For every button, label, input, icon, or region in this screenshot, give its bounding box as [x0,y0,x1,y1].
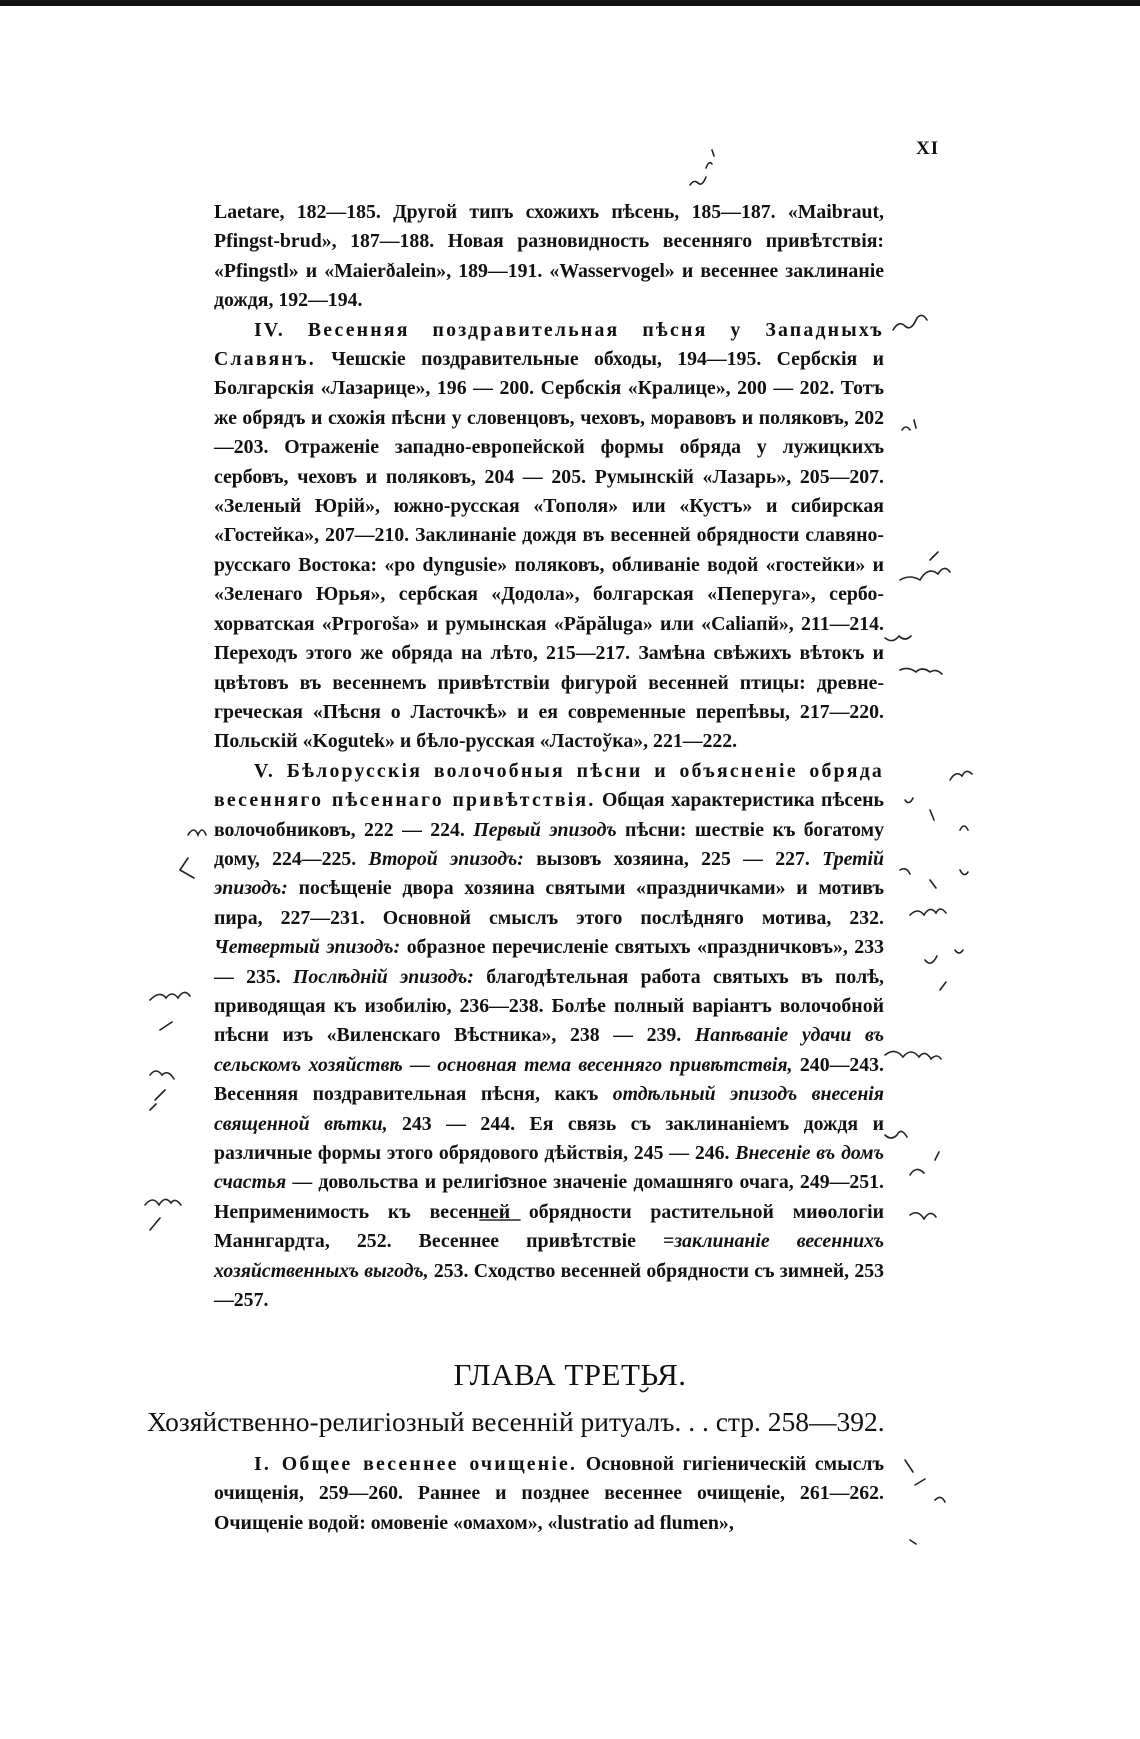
section-v-text-6: благодѣтельная работа святыхъ въ полѣ, приводящая къ изобилію, 236—238. Болѣе полный варіантъ волочобной пѣсни изъ «Виленскаго Вѣстника», 238 — 239. [214,965,884,1047]
section-v [214,757,884,1316]
toc-column [214,198,884,1315]
section-i [214,1450,884,1538]
page-number: XI [916,138,940,159]
section-v-text-3: вызовъ хозяина, 225 — 227. [536,847,810,870]
scribble-mark [900,668,942,674]
section-continuation: Laetare, 182—185. Другой типъ схожихъ пѣсень, 185—187. «Maibraut, Pfingst-brud», 187—188. Новая разновидность весенняго привѣтствія: «Pfingstl» и «Maierðalein», 189—191. «Wasservogel» и весеннее заклинаніе дождя, 192—194. [214,201,884,312]
scribble-mark [905,798,968,830]
scribble-mark [910,1497,945,1544]
scribble-mark [900,552,950,580]
section-v-episode-4: Четвертый эпизодъ: [214,936,401,959]
section-v-text-2: пѣсни: шествіе къ богатому дому, 224—225. [214,818,885,870]
scribble-mark [885,636,911,641]
scribble-mark [910,1213,936,1219]
section-v-text-4: посѣщеніе двора хозяина святыми «праздничками» и мотивъ пира, 227—231. Основной смыслъ этого послѣдняго мотива, 232. [214,877,884,929]
section-v-episode-1: Первый эпизодъ [473,818,617,841]
scribble-mark [910,909,946,915]
section-v-episode-2: Второй эпизодъ: [368,847,524,870]
scribble-mark [145,1199,181,1230]
scribble-mark [905,1460,925,1485]
section-v-text-7: 240—243. Весенняя поздравительная пѣсня, какъ [214,1053,884,1106]
section-v-italic-3: Внесеніе въ домъ счастья [214,1142,884,1194]
scribble-mark [925,950,963,990]
scribble-mark [902,420,916,430]
section-v-text-1: Общая характеристика пѣсень волочобниковъ, 222 — 224. [214,789,884,841]
section-v-italic-4: заклинаніе весеннихъ хозяйственныхъ выгодъ, [214,1230,884,1282]
top-rule [0,0,1140,6]
section-v-episode-3: Третій эпизодъ: [214,847,885,900]
section-v-italic-1: Напѣваніе удачи въ сельскомъ хозяйствѣ — основная тема весенняго привѣтствія, [214,1024,885,1076]
scribble-mark [885,1051,941,1059]
section-v-text-5: образное перечисленіе святыхъ «праздничковъ», 233 — 235. [214,936,884,988]
section-i-text: Основной гигіеническій смыслъ очищенія, 259—260. Раннее и позднее весеннее очищеніе, 261—262. Очищеніе водой: омовеніе «омахом», «lustratio ad flumen», [214,1453,884,1534]
section-iv [214,316,884,757]
scribble-mark [900,869,968,888]
scribble-mark [690,150,714,185]
scribble-mark [150,992,190,1030]
scribble-mark [950,771,972,780]
chapter-title: ГЛАВА ТРЕТЬЯ. [453,1357,687,1392]
section-v-text-8: 243 — 244. Ея связь съ заклинаніемъ дождя и различные формы этого обрядового дѣйствія, 245 — 246. [214,1112,884,1164]
scribble-mark [910,1152,939,1175]
section-v-title: V. Бѣлорусскія волочобныя пѣсни и объясненіе обряда весенняго пѣсеннаго привѣтствія. [214,759,884,812]
section-iv-text: Чешскіе поздравительные обходы, 194—195. Сербскія и Болгарскія «Лазарице», 196 — 200. Сербскія «Кралице», 200 — 202. Тотъ же обрядъ и схожія пѣсни у словенцовъ, чеховъ, моравовъ и поляковъ, 202—203. Отраженіе западно-европейской формы обряда у лужицкихъ сербовъ, чеховъ и поляковъ, 204 — 205. Румынскій «Лазарь», 205—207. «Зеленый Юрій», южно-русская «Тополя» или «Кустъ» и сибирская «Гостейка», 207—210. Заклинаніе дождя въ весенней обрядности славяно-русскаго Востока: «po dyngusie» поляковъ, обливаніе водой «гостейки» и «Зеленаго Юрья», сербская «Додола», болгарская «Пеперуга», сербо-хорватская «Ргрогоša» и румынская «Păpăluga» или «Caliaпй», 211—214. Переходъ этого же обряда на лѣто, 215—217. Замѣна свѣжихъ вѣтокъ и цвѣтовъ въ весеннемъ привѣтствіи фигурой весенней птицы: древне-греческая «Пѣсня о Ласточкѣ» и ея современные перепѣвы, 217—220. Польскій «Kogutek» и бѣло-русская «Ластоўка», 221—222. [214,348,884,753]
section-v-episode-5: Послѣдній эпизодъ: [293,965,474,988]
section-i-title: I. Общее весеннее очищеніе. [254,1453,578,1475]
section-iv-title: IV. Весенняя поздравительная пѣсня у Западныхъ Славянъ. [214,318,884,371]
scribble-mark [893,315,927,330]
scribble-mark [180,830,206,878]
section-v-text-9: — довольства и религіозное значеніе домашняго очага, 249—251. Неприменимость къ весенней обрядности растительной миѳологіи Маннгардта, 252. Весеннее привѣтствіе = [214,1171,884,1253]
section-v-text-10: 253. Сходство весенней обрядности съ зимней, 253—257. [214,1259,884,1312]
toc-column-chapter-3 [214,1450,884,1538]
scribble-mark [150,1071,174,1110]
scribble-mark [885,1131,907,1138]
section-v-italic-2: отдѣльный эпизодъ внесенія священной вѣтки, [214,1083,884,1135]
chapter-subtitle: Хозяйственно-религіозный весенній ритуалъ. . . стр. 258—392. [147,1406,885,1437]
